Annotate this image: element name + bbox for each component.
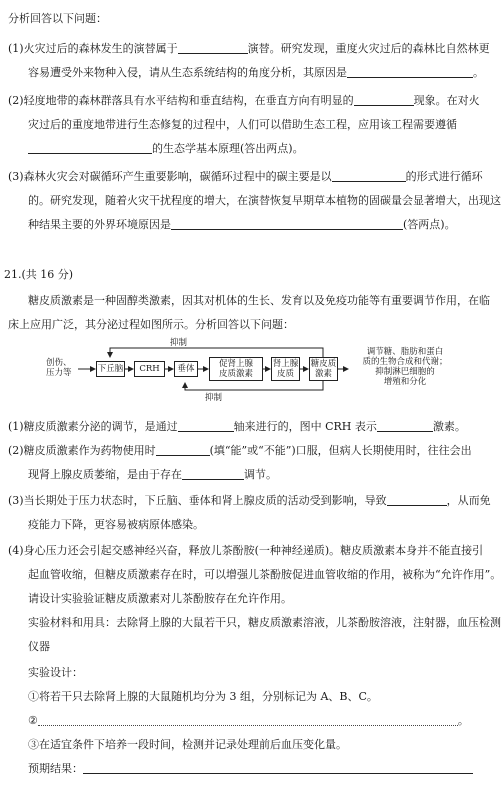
q21-header: 21.(共 16 分) [4,268,74,281]
sub2-line2 [28,468,277,482]
adrenal-line2: 皮质 [276,369,294,379]
q3-text-a: (3)森林火灾会对碳循环产生重要影响，碳循环过程中的碳主要是以 [8,170,332,183]
q1-text-c: 容易遭受外来物种入侵，请从生态系统结构的角度分析，其原因是 [28,66,347,79]
sub4-line2: 起血管收缩，但糖皮质激素存在时，可以增强儿茶酚胺促进血管收缩的作用，被称为“允许作用”。 [28,568,501,581]
sub1-text-c: 激素。 [432,420,466,433]
sub1-text-a: (1)糖皮质激素分泌的调节，是通过 [8,420,178,433]
design-step1: ①将若干只去除肾上腺的大鼠随机均分为 3 组，分别标记为 A、B、C。 [28,690,378,703]
design-step3: ③在适宜条件下培养一段时间，检测并记录处理前后血压变化量。 [28,738,347,751]
effects-text [350,347,460,387]
q1-text-b: 演替。研究发现，重度火灾过后的森林比自然林更 [247,42,490,55]
acth-box [209,357,263,381]
prediction-label: 预期结果： [28,762,83,775]
acth-line2: 皮质激素 [218,369,253,379]
q2-line2: 灾过后的重度地带进行生态修复的过程中，人们可以借助生态工程，应用该工程需要遵循 [28,118,457,131]
stimulus-line2: 压力等 [46,368,72,378]
step2-blank[interactable] [38,714,458,726]
sub3-text-a: (3)当长期处于压力状态时，下丘脑、垂体和肾上腺皮质的活动受到影响，导致 [8,494,387,507]
q1-text-a: (1)火灾过后的森林发生的演替属于 [8,42,178,55]
sub1-text-b: 轴来进行的，图中 CRH 表示 [233,420,377,433]
sub2-text-b: (填“能”或“不能”)口服，但病人长期使用时，往往会出 [209,444,472,457]
adrenal-cortex-box [271,357,300,381]
gc-line1: 糖皮质 [310,359,337,369]
adrenal-line1: 肾上腺 [272,359,299,369]
q3-text-d: (答两点)。 [403,218,456,231]
q21-intro-line2: 床上应用广泛，其分泌过程如图所示。分析回答以下问题： [8,318,294,331]
pituitary-box: 垂体 [174,361,198,377]
q3-text-c: 种结果主要的外界环境原因是 [28,218,171,231]
q1-period: 。 [473,66,484,79]
sub2-text-c: 现肾上腺皮质萎缩，是由于存在 [28,468,182,481]
sub3-line2: 疫能力下降，更容易被病原体感染。 [28,518,204,531]
hypothalamus-box: 下丘脑 [96,361,125,377]
design-label: 实验设计： [28,666,83,679]
q2-text-a: (2)轻度地带的森林群落具有水平结构和垂直结构，在垂直方向有明显的 [8,94,354,107]
sub4-line3: 请设计实验验证糖皮质激素对儿茶酚胺存在允许作用。 [28,592,292,605]
sub3-line1 [8,494,491,508]
inhibit-label-top: 抑制 [170,338,188,348]
q2-text-c: 的生态学基本原理(答出两点)。 [152,142,304,155]
gc-line2: 激素 [314,369,332,379]
effects-line1: 调节糖、脂肪和蛋白 [366,347,444,357]
sub3-blank-result[interactable] [387,494,447,506]
q21-intro-line1: 糖皮质激素是一种固醇类激素，因其对机体的生长、发育以及免疫功能等有重要调节作用，在临 [28,294,490,307]
acth-line1: 促肾上腺 [218,359,253,369]
sub3-text-b: ，从而免 [446,494,491,507]
effects-line4: 增殖和分化 [383,377,427,387]
intro-text: 分析回答以下问题： [8,12,107,25]
effects-line3: 抑制淋巴细胞的 [375,367,435,377]
stimulus-line1: 创伤、 [46,358,72,368]
sub2-blank-regulation[interactable] [182,468,244,480]
q2-text-b: 现象。在对火 [413,94,480,107]
sub2-blank-oral[interactable] [156,444,210,456]
prediction-line [28,762,473,776]
sub2-line1 [8,444,472,458]
materials-line2: 仪器 [28,640,50,653]
step2-marker: ② [28,714,38,727]
effects-line2: 质的生物合成和代谢； [362,357,448,367]
step2-period: 。 [457,714,469,727]
sub2-text-d: 调节。 [244,468,277,481]
design-step2 [28,714,469,728]
sub2-text-a: (2)糖皮质激素作为药物使用时 [8,444,156,457]
stimulus-label [46,358,72,378]
sub1-blank-crh[interactable] [377,420,433,432]
sub4-line1: (4)身心压力还会引起交感神经兴奋，释放儿茶酚胺(一种神经递质)。糖皮质激素本身并不能直接引 [8,544,484,557]
inhibit-label-bottom: 抑制 [205,393,223,403]
crh-box: CRH [134,361,165,377]
prediction-blank[interactable] [83,762,473,774]
sub1-line1 [8,420,466,434]
materials-line1: 实验材料和用具：去除肾上腺的大鼠若干只，糖皮质激素溶液，儿茶酚胺溶液，注射器，血压检测 [28,616,501,629]
glucocorticoid-box [309,357,338,381]
q3-line2: 的。研究发现，随着火灾干扰程度的增大，在演替恢复早期草本植物的固碳量会显著增大，出现这 [28,194,501,207]
q3-text-b: 的形式进行循环 [405,170,483,183]
sub1-blank-axis[interactable] [178,420,234,432]
